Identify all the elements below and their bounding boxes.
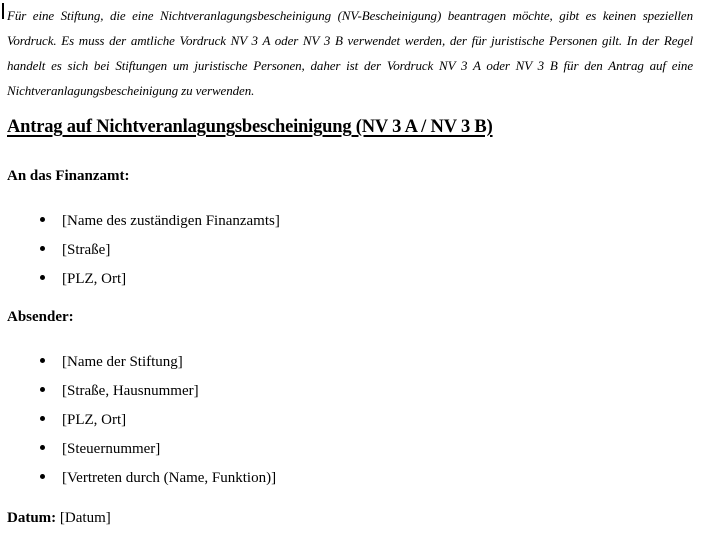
list-item-text: [Straße, Hausnummer] bbox=[62, 383, 199, 399]
list-item bbox=[40, 348, 693, 377]
date-line bbox=[7, 509, 693, 527]
list-item-text: [PLZ, Ort] bbox=[62, 412, 127, 428]
list-item bbox=[40, 265, 693, 294]
recipient-list bbox=[7, 207, 693, 294]
bullet-icon bbox=[40, 387, 45, 392]
list-item bbox=[40, 207, 693, 236]
date-value: [Datum] bbox=[59, 510, 111, 526]
bullet-icon bbox=[40, 474, 45, 479]
list-item bbox=[40, 435, 693, 464]
sender-list bbox=[7, 348, 693, 493]
recipient-label: An das Finanzamt: bbox=[7, 168, 130, 184]
bullet-icon bbox=[40, 246, 45, 251]
intro-paragraph: Für eine Stiftung, die eine Nichtveranlagungsbescheinigung (NV-Bescheinigung) beantragen möchte, gibt es keinen speziellen Vordruck. Es muss der amtliche Vordruck NV 3 A oder NV 3 B verwendet werden, der für juristische Personen gilt. In der Regel handelt es sich bei Stiftungen um juristische Personen, daher ist der Vordruck NV 3 A oder NV 3 B für den Antrag auf eine Nichtveranlagungsbescheinigung zu verwenden. bbox=[7, 8, 693, 98]
bullet-icon bbox=[40, 217, 45, 222]
list-item-text: [Vertreten durch (Name, Funktion)] bbox=[62, 470, 277, 486]
document-heading: Antrag auf Nichtveranlagungsbescheinigung (NV 3 A / NV 3 B) bbox=[7, 117, 493, 137]
list-item bbox=[40, 406, 693, 435]
list-item-text: [Straße] bbox=[62, 242, 111, 258]
list-item-text: [Name der Stiftung] bbox=[62, 354, 183, 370]
list-item bbox=[40, 464, 693, 493]
bullet-icon bbox=[40, 416, 45, 421]
list-item-text: [PLZ, Ort] bbox=[62, 271, 127, 287]
list-item-text: [Steuernummer] bbox=[62, 441, 161, 457]
bullet-icon bbox=[40, 358, 45, 363]
sender-label: Absender: bbox=[7, 309, 74, 325]
bullet-icon bbox=[40, 275, 45, 280]
list-item-text: [Name des zuständigen Finanzamts] bbox=[62, 213, 280, 229]
bullet-icon bbox=[40, 445, 45, 450]
list-item bbox=[40, 377, 693, 406]
date-label: Datum: bbox=[7, 510, 57, 526]
text-cursor bbox=[2, 3, 4, 19]
list-item bbox=[40, 236, 693, 265]
